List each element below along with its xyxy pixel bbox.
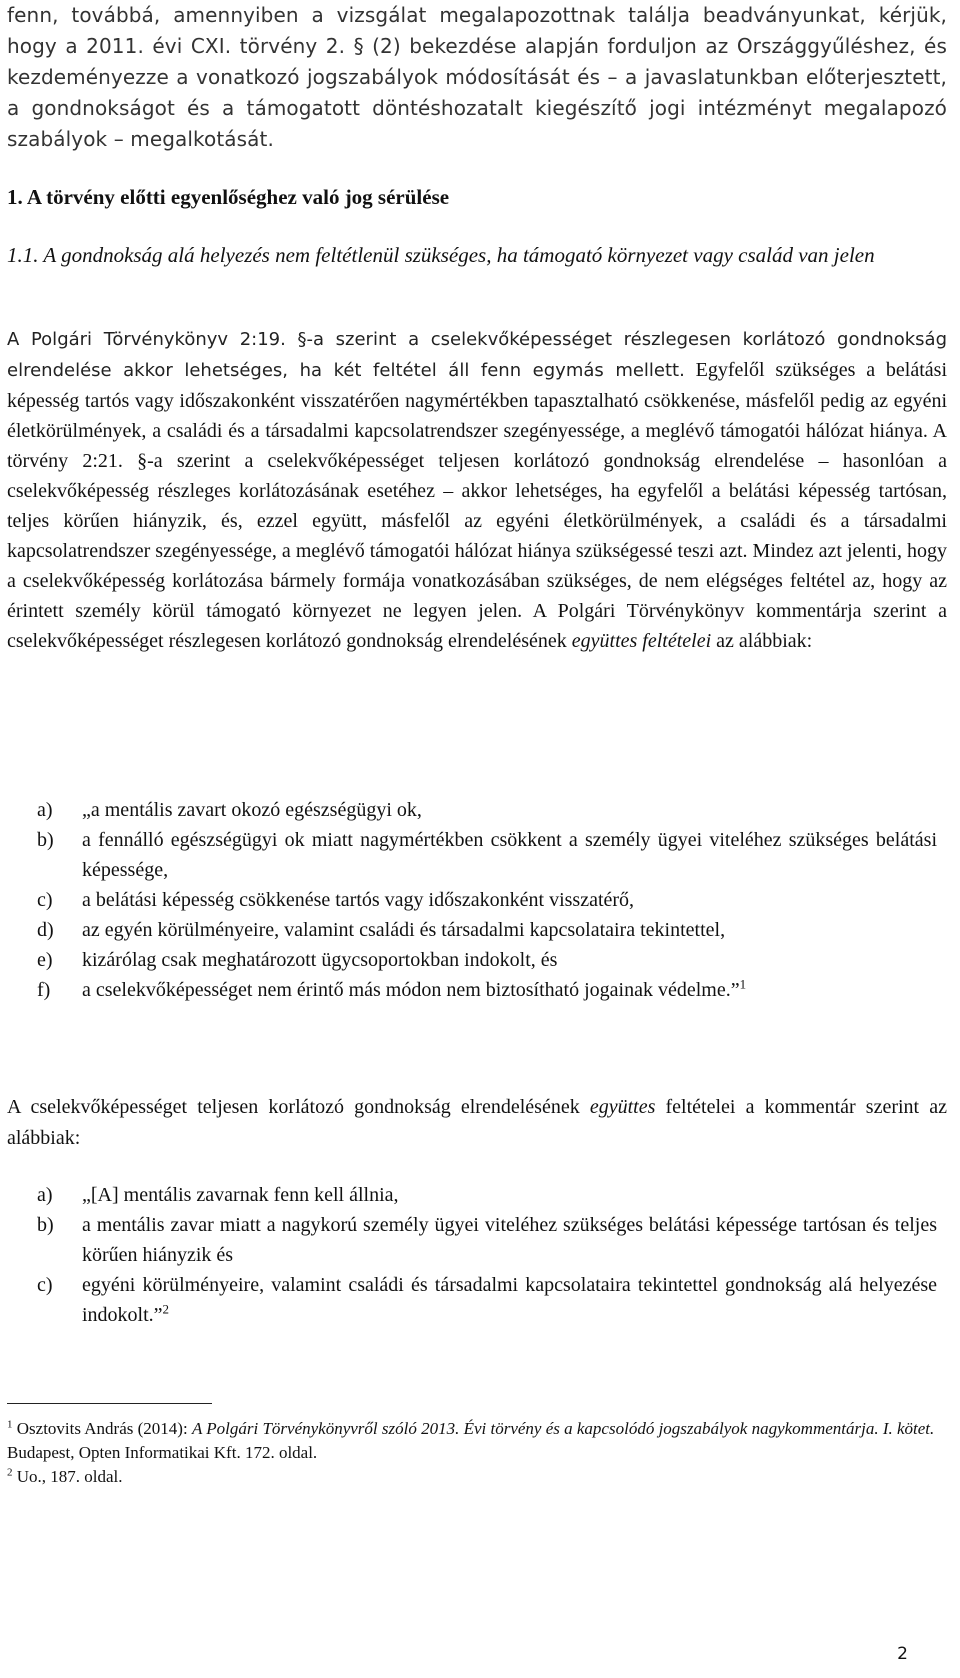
list-item: [37, 975, 937, 1005]
footnote-divider: [7, 1403, 212, 1404]
list-marker: d): [37, 919, 54, 941]
list-item: [37, 885, 937, 915]
list-item: [37, 915, 937, 945]
footnote-1: [7, 1417, 947, 1465]
full-conditions-intro: [7, 1092, 947, 1154]
body-serif-run: Egyfelől szükséges a belátási képesség tartós vagy időszakonként visszatérően nagymértékben tapasztalható csökkenése, másfelől pedig az egyéni életkörülmények, a családi és a társadalmi kapcsolatrendszer szegényessége, a meglévő támogatói hálózat hiánya. A törvény 2:21. §-a szerint a cselekvőképességet teljesen korlátozó gondnokság elrendelése – hasonlóan a cselekvőképesség részleges korlátozásának esetéhez – akkor lehetséges, ha egyfelől a belátási képesség tartósan, teljes körűen hiányzik, és, ezzel együtt, másfelől az egyéni életkörülmények, a családi és a társadalmi kapcsolatrendszer szegényessége, a meglévő támogatói hálózat hiánya szükségessé teszi azt. Mindez azt jelenti, hogy a cselekvőképesség korlátozása bármely formája vonatkozásában szükséges, de nem elégséges feltétel az, hogy az érintett személy körül támogató környezet ne legyen jelen. A Polgári Törvénykönyv kommentárja szerint a cselekvőképességet részlegesen korlátozó gondnokság elrendelésének: [7, 359, 947, 652]
list-item-text: „[A] mentális zavarnak fenn kell állnia,: [82, 1184, 399, 1206]
footnote-ref: 2: [162, 1301, 170, 1317]
footnote-text: Uo., 187. oldal.: [12, 1467, 123, 1486]
list-marker: a): [37, 799, 53, 821]
para2-italic: együttes: [589, 1096, 656, 1118]
footnote-italic: A Polgári Törvénykönyvről szóló 2013. Évi törvény és a kapcsolódó jogszabályok nagykommentárja. I. kötet.: [191, 1419, 935, 1438]
list-item: [37, 1270, 937, 1330]
para2-pre: A cselekvőképességet teljesen korlátozó gondnokság elrendelésének: [7, 1096, 590, 1118]
list-item: [37, 945, 937, 975]
list-item-text: a mentális zavar miatt a nagykorú személy ügyei viteléhez szükséges belátási képessége tartósan és teljes körűen hiányzik és: [82, 1214, 937, 1266]
list-marker: b): [37, 1214, 54, 1236]
footnote-ref: 1: [739, 976, 747, 992]
list-marker: c): [37, 889, 53, 911]
list-item: [37, 795, 937, 825]
footnote-number: 1: [7, 1418, 13, 1431]
list-item: [37, 825, 937, 885]
list-item-text: „a mentális zavart okozó egészségügyi ok,: [82, 799, 422, 821]
body-italic-run: együttes feltételei: [571, 630, 712, 652]
para2-post: feltételei a kommentár szerint az alábbiak:: [7, 1096, 947, 1149]
list-item-text: egyéni körülményeire, valamint családi és társadalmi kapcsolataira tekintettel gondnokság alá helyezése indokolt.”: [82, 1274, 937, 1326]
list-item-text: a belátási képesség csökkenése tartós vagy időszakonként visszatérő,: [82, 889, 635, 911]
footnote-number: 2: [7, 1466, 13, 1479]
list-item: [37, 1180, 937, 1210]
list-marker: c): [37, 1274, 53, 1296]
body-tail-run: az alábbiak:: [711, 630, 813, 652]
list-marker: b): [37, 829, 54, 851]
list-item-text: a fennálló egészségügyi ok miatt nagymértékben csökkent a személy ügyei viteléhez szükséges belátási képessége,: [82, 829, 937, 881]
list-item-text: az egyén körülményeire, valamint családi és társadalmi kapcsolataira tekintettel,: [82, 919, 726, 941]
list-marker: e): [37, 949, 53, 971]
full-conditions-list: [37, 1180, 937, 1330]
list-item-text: a cselekvőképességet nem érintő más módon nem biztosítható jogainak védelme.”: [82, 979, 740, 1001]
list-item: [37, 1210, 937, 1270]
subsection-heading: 1.1. A gondnokság alá helyezés nem feltétlenül szükséges, ha támogató környezet vagy család van jelen: [7, 243, 875, 267]
intro-paragraph: fenn, továbbá, amennyiben a vizsgálat megalapozottnak találja beadványunkat, kérjük, hogy a 2011. évi CXI. törvény 2. § (2) bekezdése alapján forduljon az Országgyűléshez, és kezdeményezze a vonatkozó jogszabályok módosítását és – a javaslatunkban előterjesztett, a gondnokságot és a támogatott döntéshozatalt kiegészítő jogi intézményt megalapozó szabályok – megalkotását.: [7, 3, 947, 151]
list-item-text: kizárólag csak meghatározott ügycsoportokban indokolt, és: [82, 949, 558, 971]
list-marker: f): [37, 979, 51, 1001]
body-paragraph: [7, 324, 947, 656]
footnote-text: Osztovits András (2014):: [12, 1419, 192, 1438]
list-marker: a): [37, 1184, 53, 1206]
section-heading: 1. A törvény előtti egyenlőséghez való jog sérülése: [7, 185, 450, 209]
page-number: 2: [897, 1644, 908, 1664]
footnotes: [7, 1417, 947, 1489]
body-sans-run: A Polgári Törvénykönyv 2:19. §-a szerint a cselekvőképességet részlegesen korlátozó gondnokság elrendelése akkor lehetséges, ha két feltétel áll fenn egymás mellett.: [7, 329, 947, 381]
partial-conditions-list: [37, 795, 937, 1005]
footnote-2: [7, 1465, 947, 1489]
footnote-text: Budapest, Opten Informatikai Kft. 172. oldal.: [7, 1443, 318, 1462]
